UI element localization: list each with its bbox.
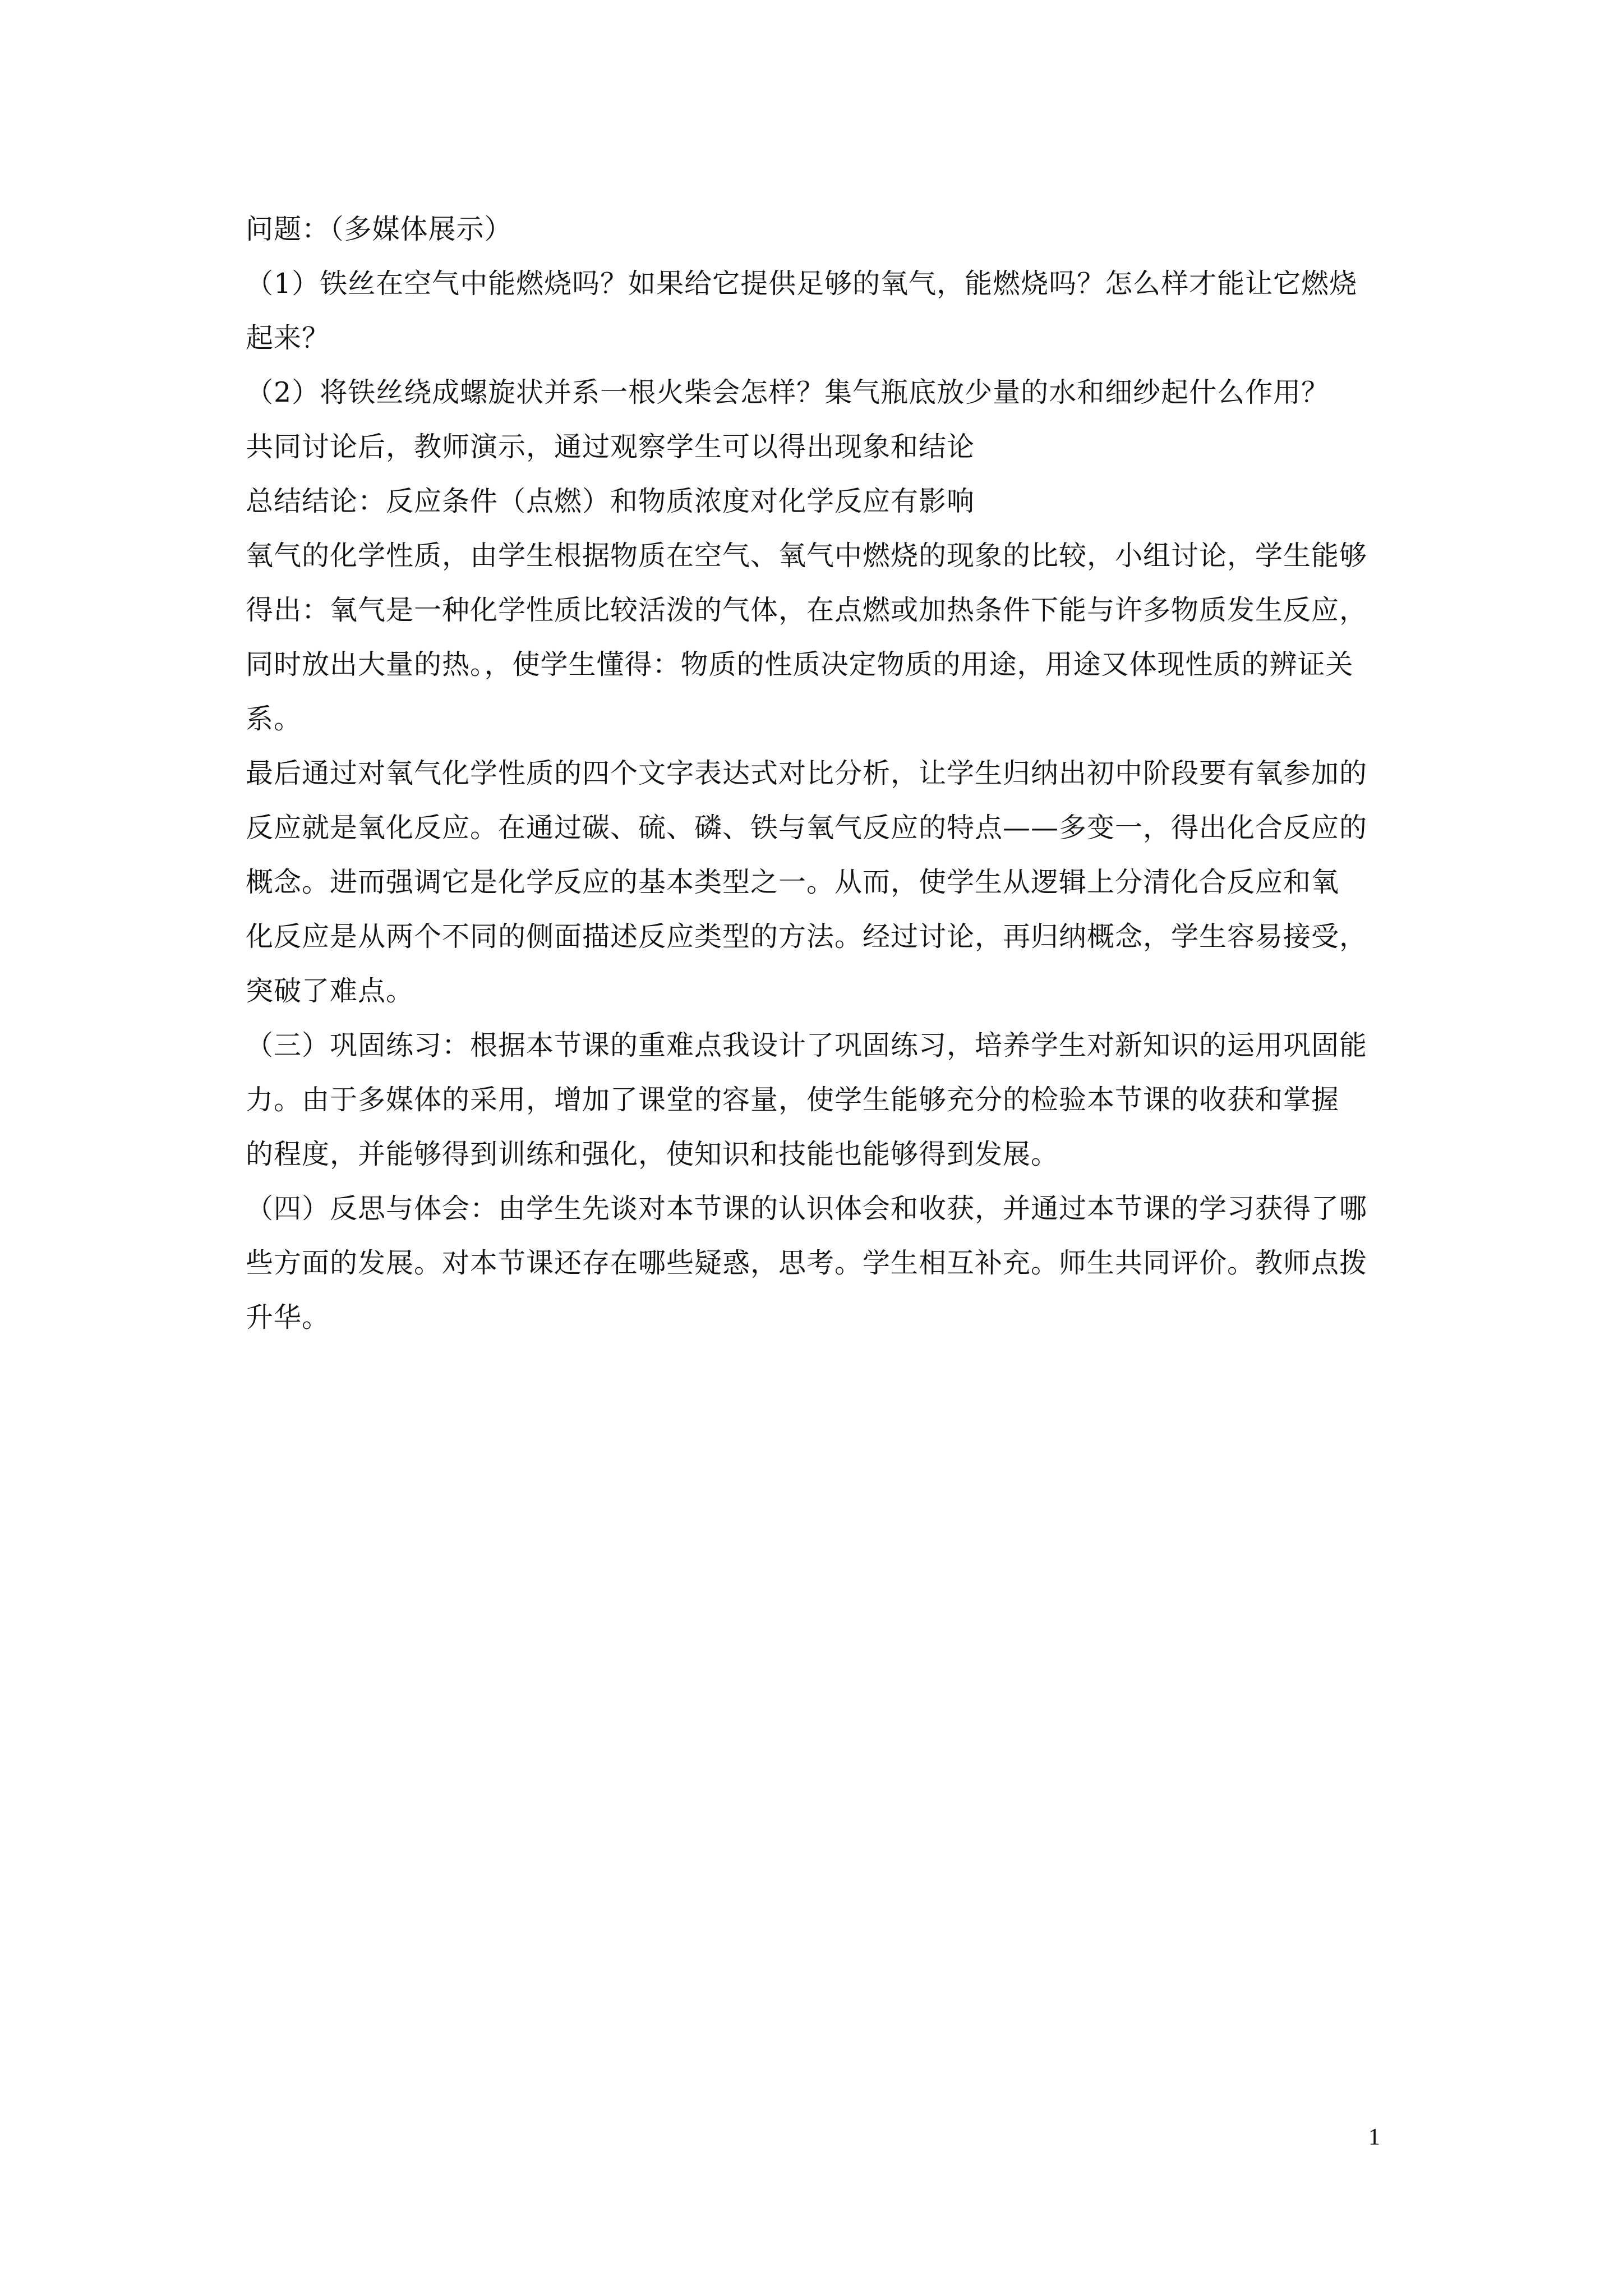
document-body bbox=[246, 202, 1390, 1345]
text-line: （2）将铁丝绕成螺旋状并系一根火柴会怎样？集气瓶底放少量的水和细纱起什么作用？ bbox=[246, 376, 1330, 408]
text-line: 问题：（多媒体展示） bbox=[246, 213, 513, 245]
text-line: 化反应是从两个不同的侧面描述反应类型的方法。经过讨论，再归纳概念，学生容易接受， bbox=[246, 921, 1368, 953]
text-line: 突破了难点。 bbox=[246, 975, 414, 1007]
text-line: （四）反思与体会：由学生先谈对本节课的认识体会和收获，并通过本节课的学习获得了哪 bbox=[246, 1193, 1368, 1225]
text-line: 氧气的化学性质，由学生根据物质在空气、氧气中燃烧的现象的比较，小组讨论，学生能够 bbox=[246, 540, 1368, 572]
text-line: 同时放出大量的热。，使学生懂得：物质的性质决定物质的用途，用途又体现性质的辨证关 bbox=[246, 648, 1354, 680]
text-line: 反应就是氧化反应。在通过碳、硫、磷、铁与氧气反应的特点——多变一，得出化合反应的 bbox=[246, 812, 1368, 844]
text-line: 系。 bbox=[246, 703, 302, 735]
text-line: 力。由于多媒体的采用，增加了课堂的容量，使学生能够充分的检验本节课的收获和掌握 bbox=[246, 1084, 1340, 1116]
page-number: 1 bbox=[1368, 2124, 1380, 2150]
text-line: 共同讨论后，教师演示，通过观察学生可以得出现象和结论 bbox=[246, 431, 975, 463]
text-line: 最后通过对氧气化学性质的四个文字表达式对比分析，让学生归纳出初中阶段要有氧参加的 bbox=[246, 757, 1368, 789]
text-line: （1）铁丝在空气中能燃烧吗？如果给它提供足够的氧气，能燃烧吗？怎么样才能让它燃烧 bbox=[246, 268, 1358, 300]
text-line: 起来？ bbox=[246, 322, 330, 354]
text-line: 得出：氧气是一种化学性质比较活泼的气体，在点燃或加热条件下能与许多物质发生反应， bbox=[246, 594, 1368, 626]
text-line: 升华。 bbox=[246, 1301, 330, 1333]
text-line: 些方面的发展。对本节课还存在哪些疑惑，思考。学生相互补充。师生共同评价。教师点拨 bbox=[246, 1247, 1368, 1279]
text-line: 概念。进而强调它是化学反应的基本类型之一。从而，使学生从逻辑上分清化合反应和氧 bbox=[246, 866, 1340, 898]
text-line: 总结结论：反应条件（点燃）和物质浓度对化学反应有影响 bbox=[246, 485, 975, 517]
text-line: （三）巩固练习：根据本节课的重难点我设计了巩固练习，培养学生对新知识的运用巩固能 bbox=[246, 1029, 1368, 1061]
text-line: 的程度，并能够得到训练和强化，使知识和技能也能够得到发展。 bbox=[246, 1138, 1059, 1170]
